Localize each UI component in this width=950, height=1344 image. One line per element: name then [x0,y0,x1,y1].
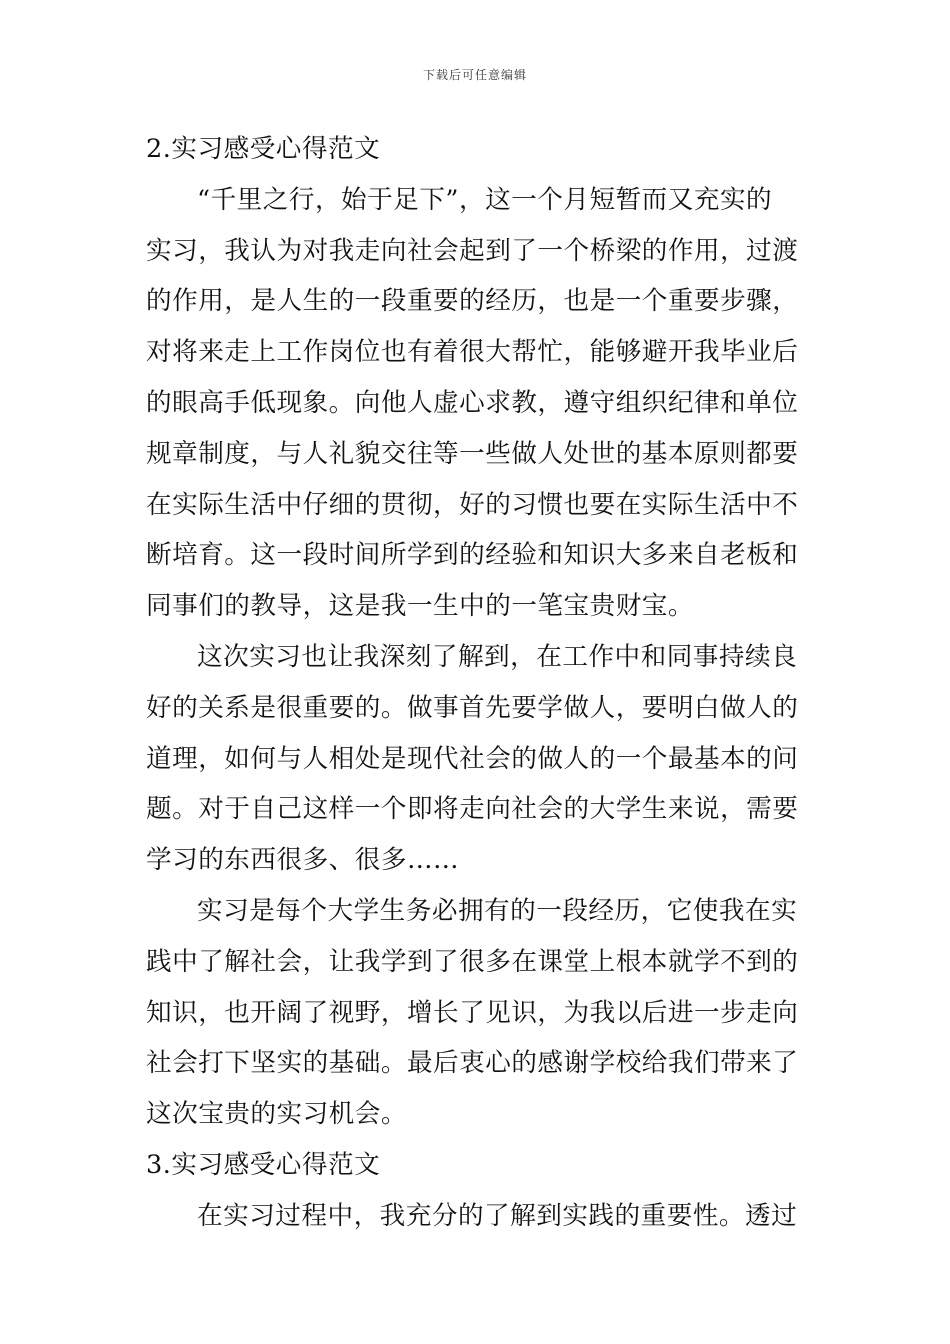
paragraph [146,1191,811,1242]
paragraph [146,632,811,886]
paragraph-line: 实习，我认为对我走向社会起到了一个桥梁的作用，过渡 [146,235,799,266]
document-body [146,124,811,1242]
paragraph-line: 的眼高手低现象。向他人虚心求教，遵守组织纪律和单位 [146,387,799,418]
header-note: 下载后可任意编辑 [422,68,527,82]
paragraph-line: 在实习过程中，我充分的了解到实践的重要性。透过 [197,1200,798,1231]
paragraph-line: “千里之行，始于足下”，这一个月短暂而又充实的 [197,184,773,215]
paragraph-line: 学习的东西很多、很多…… [146,845,460,876]
paragraph-line: 对将来走上工作岗位也有着很大帮忙，能够避开我毕业后 [146,337,799,368]
paragraph-line: 规章制度，与人礼貌交往等一些做人处世的基本原则都要 [146,438,799,469]
paragraph-line: 题。对于自己这样一个即将走向社会的大学生来说，需要 [146,794,799,825]
paragraph-line: 同事们的教导，这是我一生中的一笔宝贵财宝。 [146,591,694,622]
paragraph-line: 社会打下坚实的基础。最后衷心的感谢学校给我们带来了 [146,1048,799,1079]
paragraph-line: 这次宝贵的实习机会。 [146,1099,407,1130]
paragraph-line: 践中了解社会，让我学到了很多在课堂上根本就学不到的 [146,946,799,977]
section-heading: 3.实习感受心得范文 [146,1149,381,1180]
paragraph-line: 这次实习也让我深刻了解到，在工作中和同事持续良 [197,641,798,672]
paragraph-line: 断培育。这一段时间所学到的经验和知识大多来自老板和 [146,540,799,571]
section-heading: 2.实习感受心得范文 [146,134,381,164]
paragraph-line: 道理，如何与人相处是现代社会的做人的一个最基本的问 [146,743,799,774]
paragraph-line: 好的关系是很重要的。做事首先要学做人，要明白做人的 [146,692,799,723]
paragraph-line: 实习是每个大学生务必拥有的一段经历，它使我在实 [197,895,798,926]
paragraph [146,175,811,632]
paragraph-line: 的作用，是人生的一段重要的经历，也是一个重要步骤， [146,286,799,317]
paragraph-line: 知识，也开阔了视野，增长了见识，为我以后进一步走向 [146,997,799,1028]
paragraph-line: 在实际生活中仔细的贯彻，好的习惯也要在实际生活中不 [146,489,799,520]
paragraph [146,886,811,1140]
